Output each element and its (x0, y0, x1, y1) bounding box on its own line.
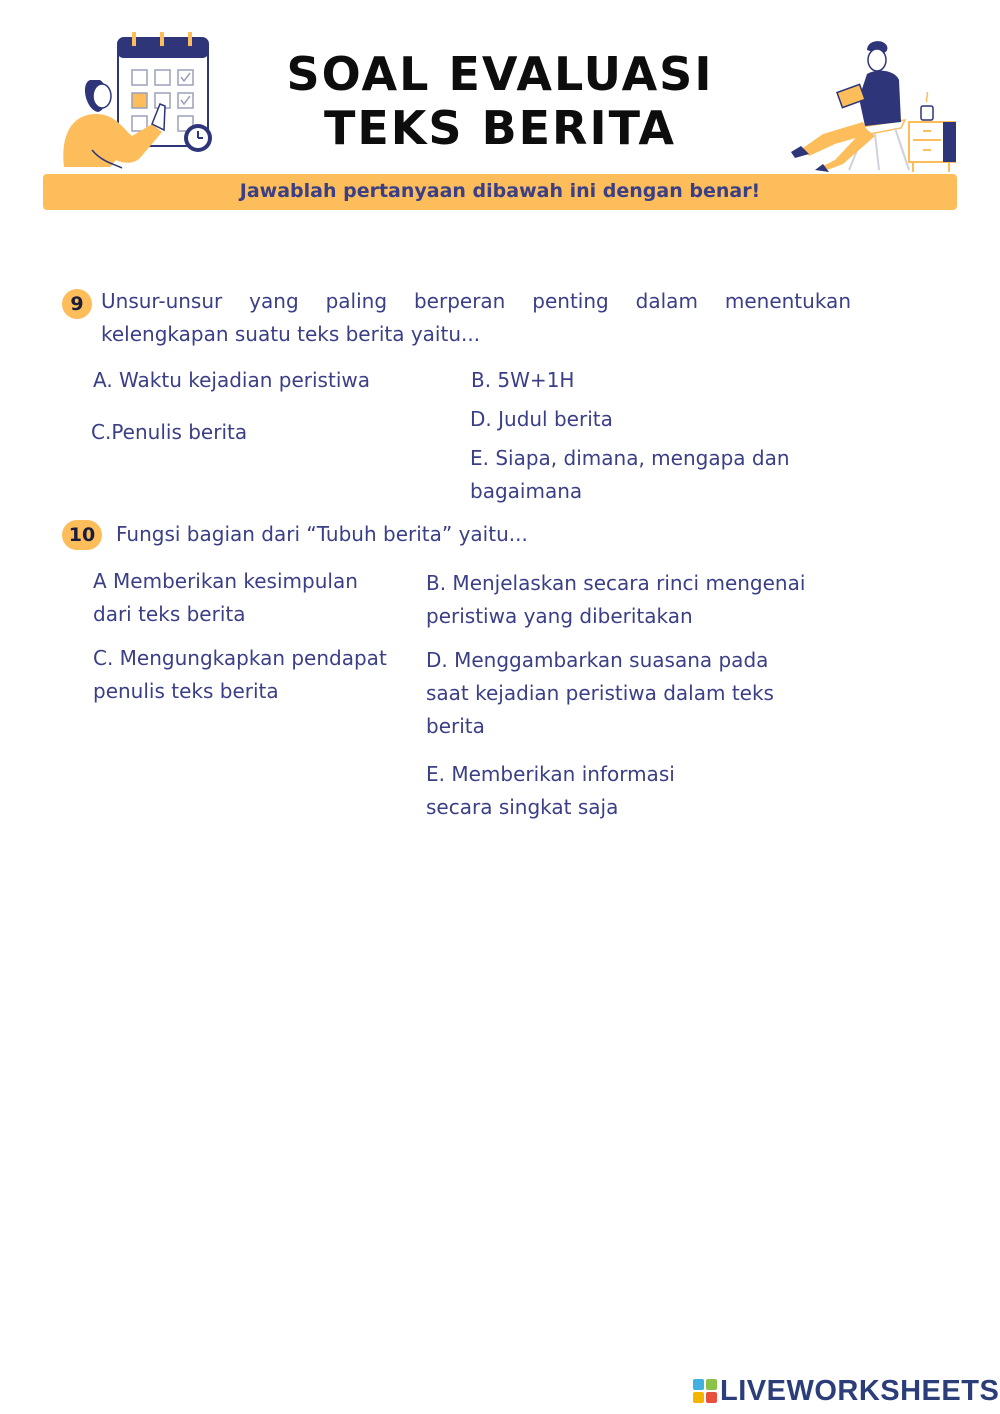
title-line-1: SOAL EVALUASI (286, 47, 714, 101)
question-text: Fungsi bagian dari “Tubuh berita” yaitu... (116, 522, 528, 546)
question-number-badge: 10 (62, 520, 102, 550)
liveworksheets-logo (693, 1374, 999, 1408)
title-line-2: TEKS BERITA (323, 101, 677, 155)
logo-text: LIVEWORKSHEETS (720, 1374, 1000, 1407)
side-table (909, 92, 956, 172)
option-a[interactable]: A Memberikan kesimpulan dari teks berita (93, 569, 358, 626)
man-reading-illustration (783, 38, 961, 174)
instruction-text: Jawablah pertanyaan dibawah ini dengan benar! (239, 180, 761, 202)
instruction-banner (43, 174, 957, 210)
option-d[interactable]: D. Menggambarkan suasana pada saat kejadian peristiwa dalam teks berita (426, 648, 774, 738)
option-c[interactable]: C.Penulis berita (91, 420, 248, 444)
woman-calendar-illustration (52, 32, 222, 177)
option-b[interactable]: B. 5W+1H (471, 368, 575, 392)
page-title (230, 47, 770, 155)
calendar-icon (118, 32, 212, 152)
option-c[interactable]: C. Mengungkapkan pendapat penulis teks berita (93, 646, 387, 703)
question-text: Unsur-unsur yang paling berperan penting dalam menentukan kelengkapan suatu teks berita yaitu... (101, 289, 851, 346)
question-number-badge: 9 (62, 289, 92, 319)
option-b[interactable]: B. Menjelaskan secara rinci mengenai peristiwa yang diberitakan (426, 571, 806, 628)
option-a[interactable]: A. Waktu kejadian peristiwa (93, 368, 370, 392)
option-d[interactable]: D. Judul berita (470, 407, 613, 431)
man-figure (791, 41, 901, 172)
option-e[interactable]: E. Memberikan informasi secara singkat saja (426, 762, 675, 819)
option-e[interactable]: E. Siapa, dimana, mengapa dan bagaimana (470, 446, 790, 503)
liveworksheets-logo-icon (693, 1379, 717, 1403)
